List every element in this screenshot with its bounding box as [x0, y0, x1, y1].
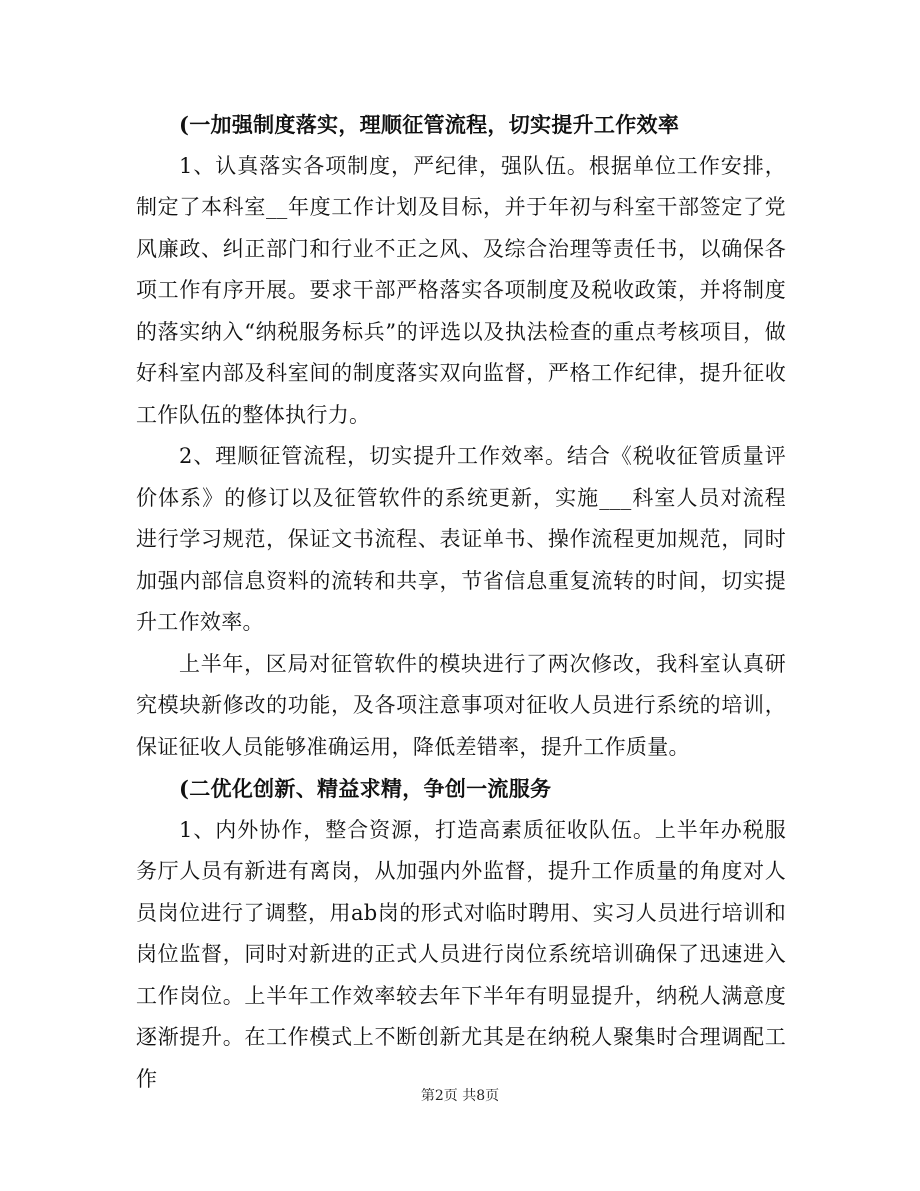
page-number-footer: 第2页 共8页: [420, 1088, 500, 1104]
paragraph-3: 上半年，区局对征管软件的模块进行了两次修改，我科室认真研究模块新修改的功能，及各项注意事项对征收人员进行系统的培训，保证征收人员能够准确运用，降低差错率，提升工作质量。: [136, 651, 786, 759]
section-heading-2: (二优化创新、精益求精，争创一流服务: [179, 776, 552, 801]
document-body: [136, 104, 786, 1100]
section-heading-1: (一加强制度落实，理顺征管流程，切实提升工作效率: [179, 112, 680, 137]
paragraph-1: 1、认真落实各项制度，严纪律，强队伍。根据单位工作安排，制定了本科室__年度工作计划及目标，并于年初与科室干部签定了党风廉政、纠正部门和行业不正之风、及综合治理等责任书，以确保各项工作有序开展。要求干部严格落实各项制度及税收政策，并将制度的落实纳入“纳税服务标兵”的评选以及执法检查的重点考核项目，做好科室内部及科室间的制度落实双向监督，严格工作纪律，提升征收工作队伍的整体执行力。: [136, 153, 786, 427]
paragraph-4: 1、内外协作，整合资源，打造高素质征收队伍。上半年办税服务厅人员有新进有离岗，从加强内外监督，提升工作质量的角度对人员岗位进行了调整，用ab岗的形式对临时聘用、实习人员进行培训和岗位监督，同时对新进的正式人员进行岗位系统培训确保了迅速进入工作岗位。上半年工作效率较去年下半年有明显提升，纳税人满意度逐渐提升。在工作模式上不断创新尤其是在纳税人聚集时合理调配工作: [136, 817, 786, 1091]
paragraph-2: 2、理顺征管流程，切实提升工作效率。结合《税收征管质量评价体系》的修订以及征管软件的系统更新，实施___科室人员对流程进行学习规范，保证文书流程、表证单书、操作流程更加规范，同时加强内部信息资料的流转和共享，节省信息重复流转的时间，切实提升工作效率。: [136, 444, 786, 634]
